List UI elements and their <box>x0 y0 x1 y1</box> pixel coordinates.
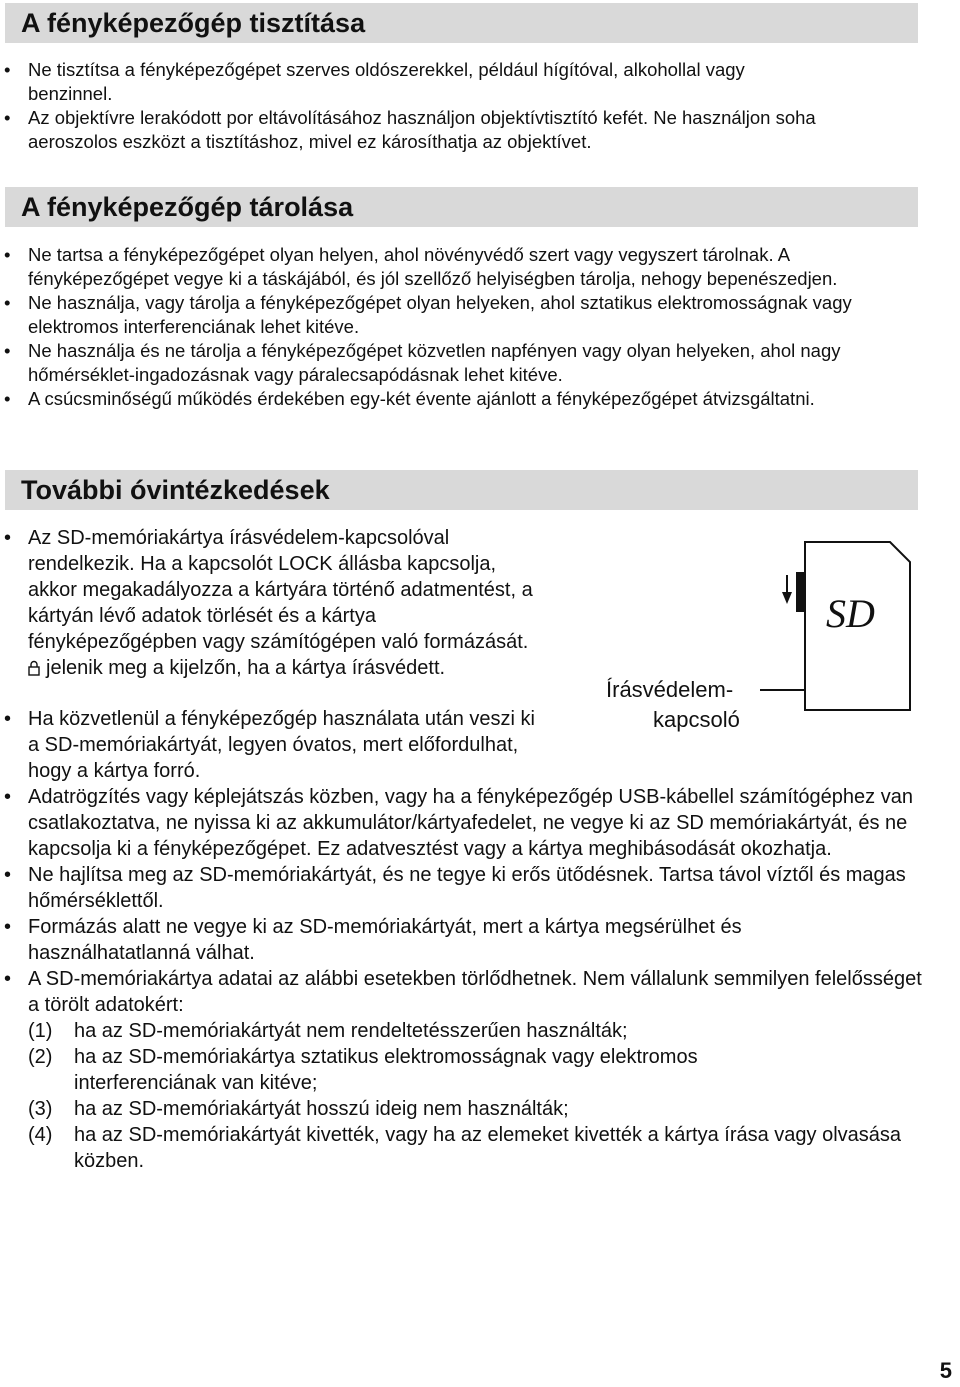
list-item: • Ne használja, vagy tárolja a fényképezőgépet olyan helyeken, ahol sztatikus elektromosságnak vagy elektromos interferenciának lehet kitéve. <box>4 292 852 337</box>
list-item: (2) ha az SD-memóriakártya sztatikus elektromosságnak vagy elektromos interferenciának van kitéve; <box>28 1046 698 1094</box>
list-item: • A csúcsminőségű működés érdekében egy-két évente ajánlott a fényképezőgépet átvizsgáltatni. <box>4 388 815 409</box>
list-item: • Az SD-memóriakártya írásvédelem-kapcsolóval rendelkezik. Ha a kapcsolót LOCK állásba kapcsolja, akkor megakadályozza a kártyára történő adatmentést, a kártyán lévő adatok törlését és a kártya fényképezőgépben vagy számítógépen való formázását. jelenik meg a kijelzőn, ha a kártya írásvédett. <box>4 527 533 679</box>
section-title-precautions: További óvintézkedések <box>5 470 918 510</box>
list-item: (1) ha az SD-memóriakártyát nem rendeltetésszerűen használták; <box>28 1020 628 1042</box>
section-title-cleaning: A fényképezőgép tisztítása <box>5 3 918 43</box>
list-item: • Adatrögzítés vagy képlejátszás közben, vagy ha a fényképezőgép USB-kábellel számítógéphez van csatlakoztatva, ne nyissa ki az akkumulátor/kártyafedelet, ne vegye ki az SD memóriakártyát, és ne kapcsolja ki a fényképezőgépet. Ez adatvesztést vagy a kártya meghibásodását okozhatja. <box>4 786 913 860</box>
list-item: (3) ha az SD-memóriakártyát hosszú ideig nem használták; <box>28 1098 569 1120</box>
list-item: (4) ha az SD-memóriakártyát kivették, vagy ha az elemeket kivették a kártya írása vagy olvasása közben. <box>28 1124 902 1172</box>
precautions-item-hot-card: • Ha közvetlenül a fényképezőgép használata után veszi ki a SD-memóriakártyát, legyen óvatos, mert előfordulhat, hogy a kártya forró. <box>4 708 535 782</box>
precautions-list-top <box>4 525 539 681</box>
cleaning-list <box>4 58 834 154</box>
callout-label-line1: Írásvédelem- <box>606 677 734 702</box>
page-number: 5 <box>939 1358 952 1383</box>
callout-label-line2: kapcsoló <box>653 707 740 732</box>
switch-arrow-head <box>782 592 792 604</box>
write-protect-switch <box>796 572 806 612</box>
lock-icon <box>28 660 40 676</box>
list-item: • Ne tartsa a fényképezőgépet olyan helyen, ahol növényvédő szert vagy vegyszert tárolnak. A fényképezőgépet vegye ki a táskájából, és jól szellőző helyiségben tárolja, nehogy bepenészedjen. <box>4 244 838 289</box>
storage-list <box>4 243 922 411</box>
deletion-cases-list <box>28 1018 924 1174</box>
list-item: • Az objektívre lerakódott por eltávolításához használjon objektívtisztító kefét. Ne használjon soha aeroszolos eszközt a tisztításhoz, mivel ez károsíthatja az objektívet. <box>4 107 816 152</box>
list-item: • A SD-memóriakártya adatai az alábbi esetekben törlődhetnek. Nem vállalunk semmilyen felelősséget a törölt adatokért: (1) ha az SD-memóriakártyát nem rendeltetésszerűen használták; (2) ha az SD-memóriakártya sztatikus elektromosságnak vagy elektromos interferenciának van kitéve; (3) ha az SD-memóriakártyát hosszú ideig nem használták; (4) ha az SD-memóriakártyát kivették, vagy ha az elemeket kivették a kártya írása vagy olvasása közben. <box>4 966 924 1174</box>
list-item: • Ne hajlítsa meg az SD-memóriakártyát, és ne tegye ki erős ütődésnek. Tartsa távol víztől és magas hőmérséklettől. <box>4 864 906 912</box>
sd-logo: SD <box>826 591 875 636</box>
sd-card-illustration <box>600 540 920 740</box>
sd-card-figure <box>600 540 920 740</box>
list-item: • Ne tisztítsa a fényképezőgépet szerves oldószerekkel, például hígítóval, alkohollal vagy benzinnel. <box>4 59 745 104</box>
precautions-list-bottom <box>4 784 924 1174</box>
section-title-storage: A fényképezőgép tárolása <box>5 187 918 227</box>
list-item: • Formázás alatt ne vegye ki az SD-memóriakártyát, mert a kártya megsérülhet és használhatatlanná válhat. <box>4 916 742 964</box>
list-item: • Ne használja és ne tárolja a fényképezőgépet közvetlen napfényen vagy olyan helyeken, ahol nagy hőmérséklet-ingadozásnak vagy páralecsapódásnak lehet kitéve. <box>4 340 841 385</box>
